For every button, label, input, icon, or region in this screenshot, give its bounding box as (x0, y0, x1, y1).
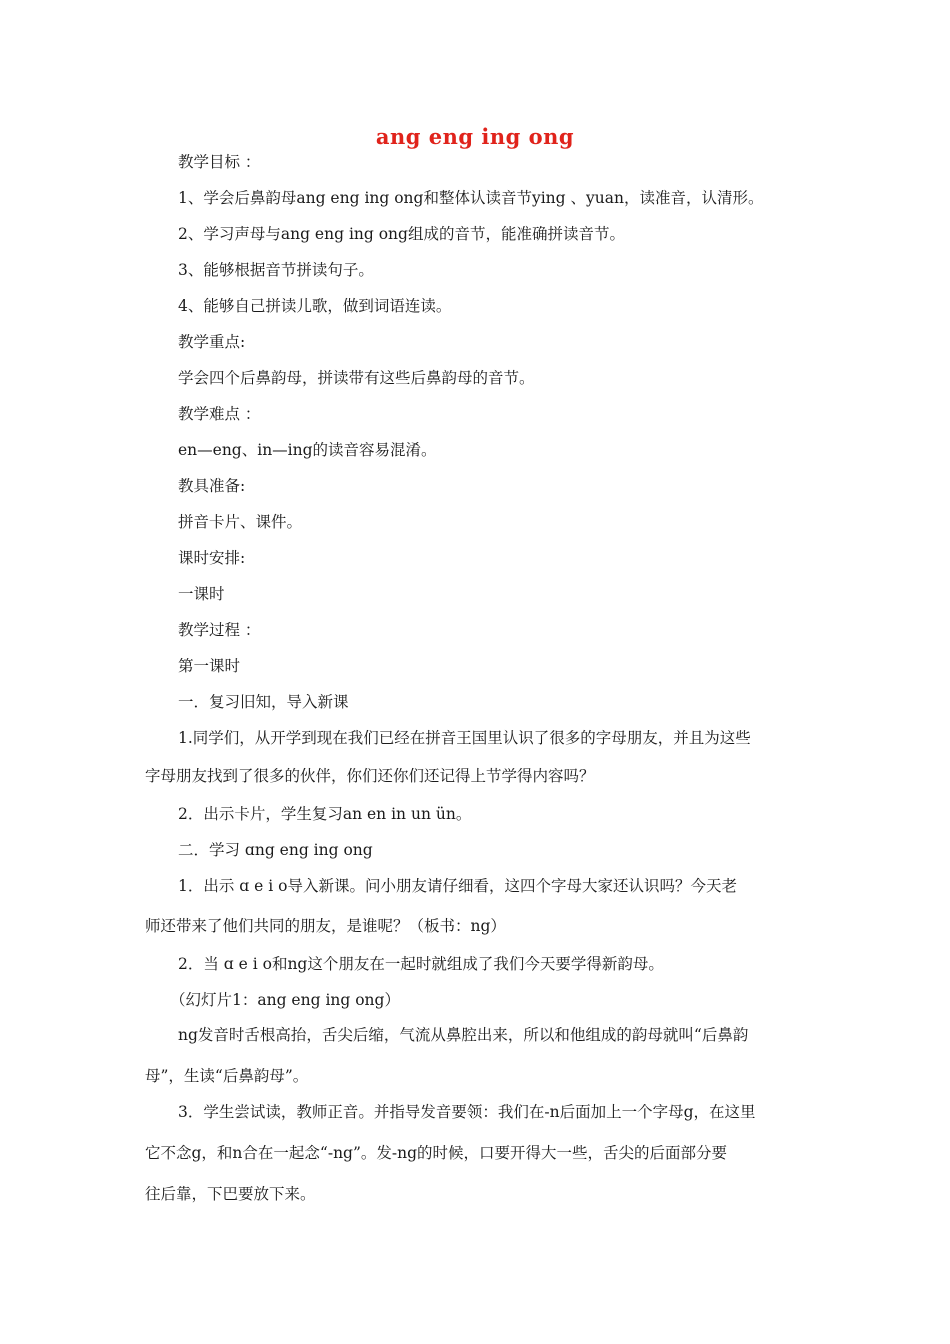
text-line: 它不念g，和n合在一起念“-ng”。发-ng的时候，口要开得大一些，舌尖的后面部分要 (145, 1144, 728, 1162)
text-line: 师还带来了他们共同的朋友，是谁呢？（板书：ng） (145, 917, 506, 935)
text-line: 1．出示 ɑ e i o导入新课。问小朋友请仔细看，这四个字母大家还认识吗？今天老 (178, 877, 737, 895)
text-line: 1、学会后鼻韵母ang eng ing ong和整体认读音节ying 、yuan，读准音，认清形。 (178, 189, 764, 207)
text-line: 课时安排: (178, 549, 246, 567)
text-line: 二．学习 ɑng eng ing ong (178, 841, 373, 859)
text-line: 教学过程 ： (178, 621, 261, 639)
text-line: 2．当 ɑ e i o和ng这个朋友在一起时就组成了我们今天要学得新韵母。 (178, 955, 664, 973)
document-title: ang eng ing ong (375, 124, 575, 149)
text-line: 母”，生读“后鼻韵母”。 (145, 1067, 309, 1085)
text-line: 第一课时 (178, 657, 241, 675)
text-line: 3、能够根据音节拼读句子。 (178, 261, 374, 279)
text-line: 4、能够自己拼读儿歌，做到词语连读。 (178, 297, 452, 315)
text-line: 教学难点 ： (178, 405, 261, 423)
text-line: 一课时 (178, 585, 225, 603)
text-line: 3．学生尝试读，教师正音。并指导发音要领：我们在-n后面加上一个字母g，在这里 (178, 1103, 756, 1121)
text-line: 2．出示卡片，学生复习an en in un ün。 (178, 805, 472, 823)
text-line: 教学重点: (178, 333, 246, 351)
text-line: （幻灯片1：ang eng ing ong） (170, 991, 400, 1009)
text-line: 学会四个后鼻韵母，拼读带有这些后鼻韵母的音节。 (178, 369, 535, 387)
text-line: 教学目标 ： (178, 153, 261, 171)
text-line: 拼音卡片、课件。 (178, 513, 303, 531)
text-line: 教具准备: (178, 477, 246, 495)
text-line: 2、学习声母与ang eng ing ong组成的音节，能准确拼读音节。 (178, 225, 625, 243)
text-line: 往后靠，下巴要放下来。 (145, 1185, 316, 1203)
text-line: 字母朋友找到了很多的伙伴，你们还你们还记得上节学得内容吗？ (145, 767, 595, 785)
text-line: 1.同学们，从开学到现在我们已经在拼音王国里认识了很多的字母朋友，并且为这些 (178, 729, 751, 747)
text-line: 一．复习旧知，导入新课 (178, 693, 349, 711)
text-line: ng发音时舌根高抬，舌尖后缩，气流从鼻腔出来，所以和他组成的韵母就叫“后鼻韵 (178, 1026, 749, 1044)
text-line: en—eng、in—ing的读音容易混淆。 (178, 441, 437, 459)
